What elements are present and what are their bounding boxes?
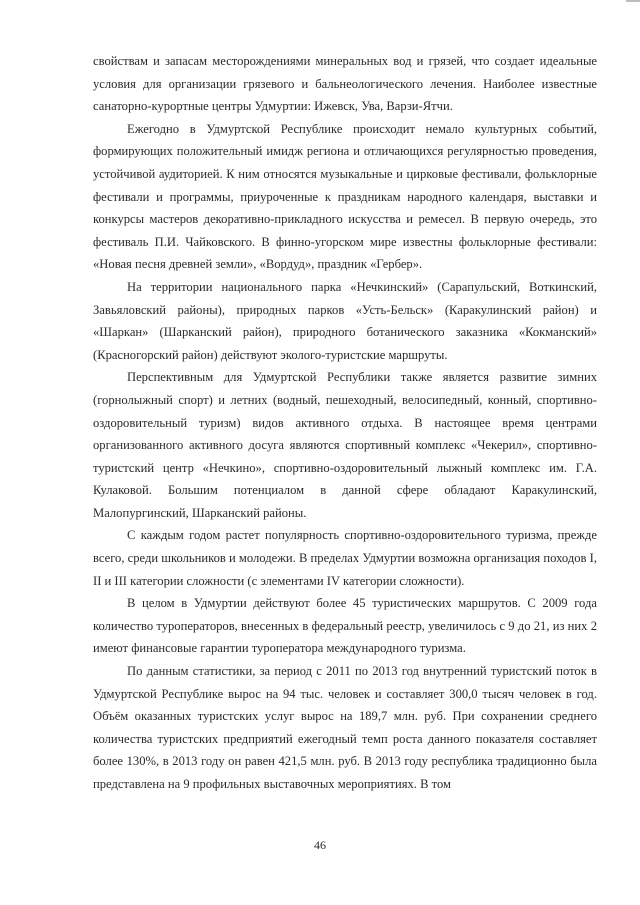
paragraph-7: По данным статистики, за период с 2011 по 2013 год внутренний туристский поток в Удмуртской Республике вырос на 94 тыс. человек и составляет 300,0 тысяч человек в год. Объём оказанных туристских услуг вырос на 189,7 млн. руб. При сохранении среднего количества туристских предприятий ежегодный темп роста данного показателя составляет более 130%, в 2013 году он равен 421,5 млн. руб. В 2013 году республика традиционно была представлена на 9 профильных выставочных мероприятиях. В том — [93, 664, 597, 791]
paragraph-4: Перспективным для Удмуртской Республики также является развитие зимних (горнолыжный спорт) и летних (водный, пешеходный, велосипедный, конный, спортивно-оздоровительный туризм) видов активного отдыха. В настоящее время центрами организованного активного досуга являются спортивный комплекс «Чекерил», спортивно-туристский центр «Нечкино», спортивно-оздоровительный лыжный комплекс им. Г.А. Кулаковой. Большим потенциалом в данной сфере обладают Каракулинский, Малопургинский, Шарканский районы. — [93, 370, 597, 520]
page-number: 46 — [314, 838, 326, 852]
paragraph-3: На территории национального парка «Нечкинский» (Сарапульский, Воткинский, Завьяловский районы), природных парков «Усть-Бельск» (Каракулинский район) и «Шаркан» (Шарканский район), природного ботанического заказника «Кокманский» (Красногорский район) действуют эколого-туристские маршруты. — [93, 279, 597, 362]
paragraph-2: Ежегодно в Удмуртской Республике происходит немало культурных событий, формирующих положительный имидж региона и отличающихся регулярностью проведения, устойчивой аудиторией. К ним относятся музыкальные и цирковые фестивали, фольклорные фестивали и программы, приуроченные к праздникам народного календаря, выставки и конкурсы мастеров декоративно-прикладного искусства и ремесел. В первую очередь, это фестиваль П.И. Чайковского. В финно-угорском мире известны фольклорные фестивали: «Новая песня древней земли», «Вордуд», праздник «Гербер». — [93, 121, 597, 272]
paragraph-5: С каждым годом растет популярность спортивно-оздоровительного туризма, прежде всего, среди школьников и молодежи. В пределах Удмуртии возможна организация походов I, II и III категории сложности (с элементами IV категории сложности). — [93, 528, 597, 588]
scan-mark — [626, 0, 640, 2]
body-text — [93, 50, 597, 796]
paragraph-6: В целом в Удмуртии действуют более 45 туристических маршрутов. С 2009 года количество туроператоров, внесенных в федеральный реестр, увеличилось с 9 до 21, из них 2 имеют финансовые гарантии туроператора международного туризма. — [93, 596, 597, 656]
paragraph-1: свойствам и запасам месторождениями минеральных вод и грязей, что создает идеальные условия для организации грязевого и бальнеологического лечения. Наиболее известные санаторно-курортные центры Удмуртии: Ижевск, Ува, Варзи-Ятчи. — [93, 54, 597, 114]
